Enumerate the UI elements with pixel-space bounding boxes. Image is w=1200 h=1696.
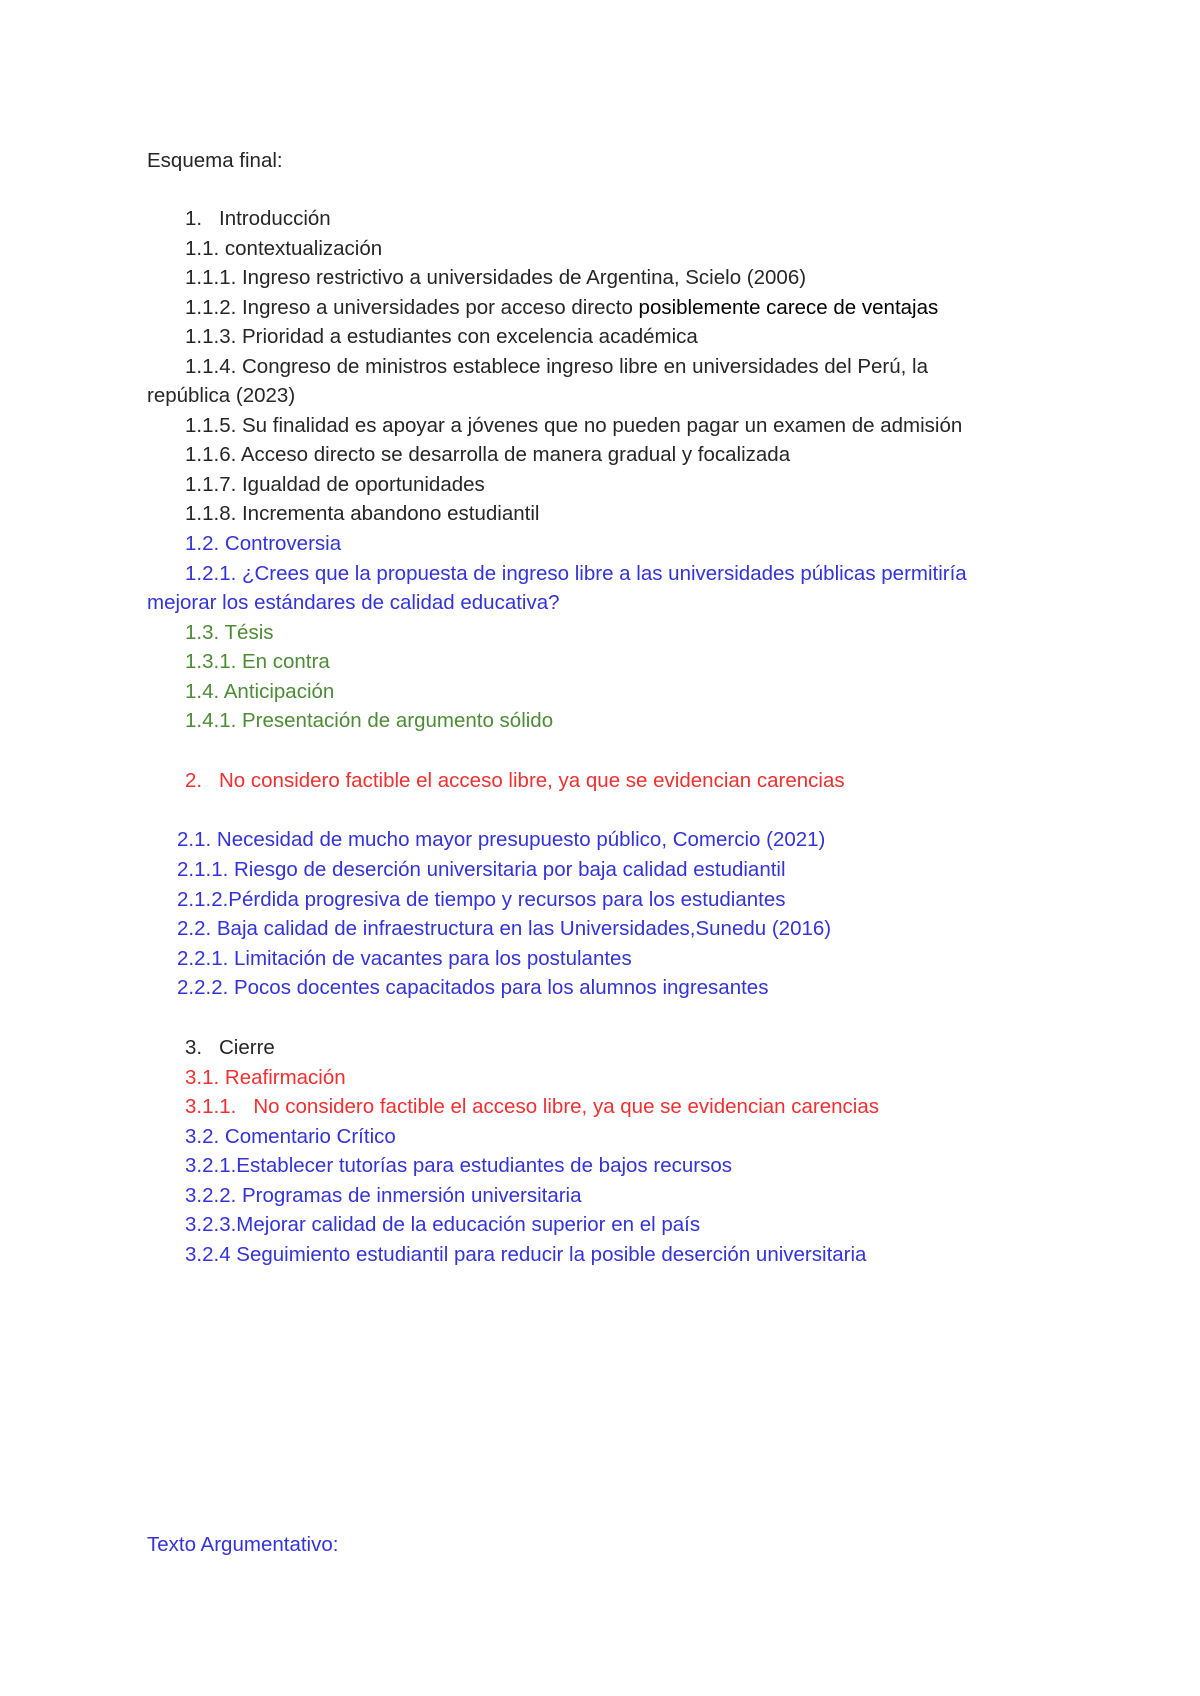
outline-item: 3.1.1. No considero factible el acceso libre, ya que se evidencian carencias [185,1095,879,1118]
section-1-heading [185,209,331,230]
outline-item: 3.2.4 Seguimiento estudiantil para reducir la posible deserción universitaria [185,1243,867,1266]
outline-item-continuation: república (2023) [147,384,296,407]
outline-item: 3.2. Comentario Crítico [185,1125,396,1148]
outline-item-part: posiblemente carece de ventajas [638,296,939,319]
outline-item: 1.1.8. Incrementa abandono estudiantil [185,502,540,525]
outline-item: 1.3. Tésis [185,621,274,644]
outline-item: 1.4.1. Presentación de argumento sólido [185,709,554,732]
outline-item: 1.1.5. Su finalidad es apoyar a jóvenes que no pueden pagar un examen de admisión [185,414,963,437]
outline-item: 2.1. Necesidad de mucho mayor presupuesto público, Comercio (2021) [177,828,826,851]
outline-item: 1.3.1. En contra [185,650,330,673]
section-2-heading [185,771,845,792]
section-title: Introducción [219,207,331,230]
outline-item: 3.2.2. Programas de inmersión universitaria [185,1184,582,1207]
outline-item: 1.1.1. Ingreso restrictivo a universidades de Argentina, Scielo (2006) [185,266,807,289]
argumentative-text-heading: Texto Argumentativo: [147,1533,339,1556]
outline-item: 1.1.7. Igualdad de oportunidades [185,473,485,496]
outline-title: Esquema final: [147,149,283,172]
outline-item: 1.1.4. Congreso de ministros establece ingreso libre en universidades del Perú, la [185,355,928,378]
outline-item: 1.4. Anticipación [185,680,335,703]
outline-item: 1.2.1. ¿Crees que la propuesta de ingreso libre a las universidades públicas permitiría [185,562,967,585]
outline-item: 2.1.1. Riesgo de deserción universitaria por baja calidad estudiantil [177,858,786,881]
section-3-heading [185,1038,275,1059]
section-title: Cierre [219,1036,275,1059]
outline-item: 3.2.3.Mejorar calidad de la educación superior en el país [185,1213,701,1236]
outline-item: 2.2. Baja calidad de infraestructura en las Universidades,Sunedu (2016) [177,917,832,940]
outline-item: 1.1.3. Prioridad a estudiantes con excelencia académica [185,325,698,348]
section-title: No considero factible el acceso libre, ya que se evidencian carencias [219,769,845,792]
outline-item: 1.1. contextualización [185,237,383,260]
outline-item: 3.2.1.Establecer tutorías para estudiantes de bajos recursos [185,1154,732,1177]
outline-item [185,298,938,319]
outline-item: 1.2. Controversia [185,532,342,555]
outline-item: 2.2.1. Limitación de vacantes para los postulantes [177,947,632,970]
section-number: 1. [185,207,203,230]
outline-item: 2.1.2.Pérdida progresiva de tiempo y recursos para los estudiantes [177,888,786,911]
outline-item-continuation: mejorar los estándares de calidad educativa? [147,591,560,614]
outline-item: 2.2.2. Pocos docentes capacitados para los alumnos ingresantes [177,976,769,999]
outline-item-part: 1.1.2. Ingreso a universidades por acceso directo [185,296,639,319]
outline-item: 1.1.6. Acceso directo se desarrolla de manera gradual y focalizada [185,443,791,466]
section-number: 2. [185,769,203,792]
outline-item: 3.1. Reafirmación [185,1066,346,1089]
section-number: 3. [185,1036,203,1059]
